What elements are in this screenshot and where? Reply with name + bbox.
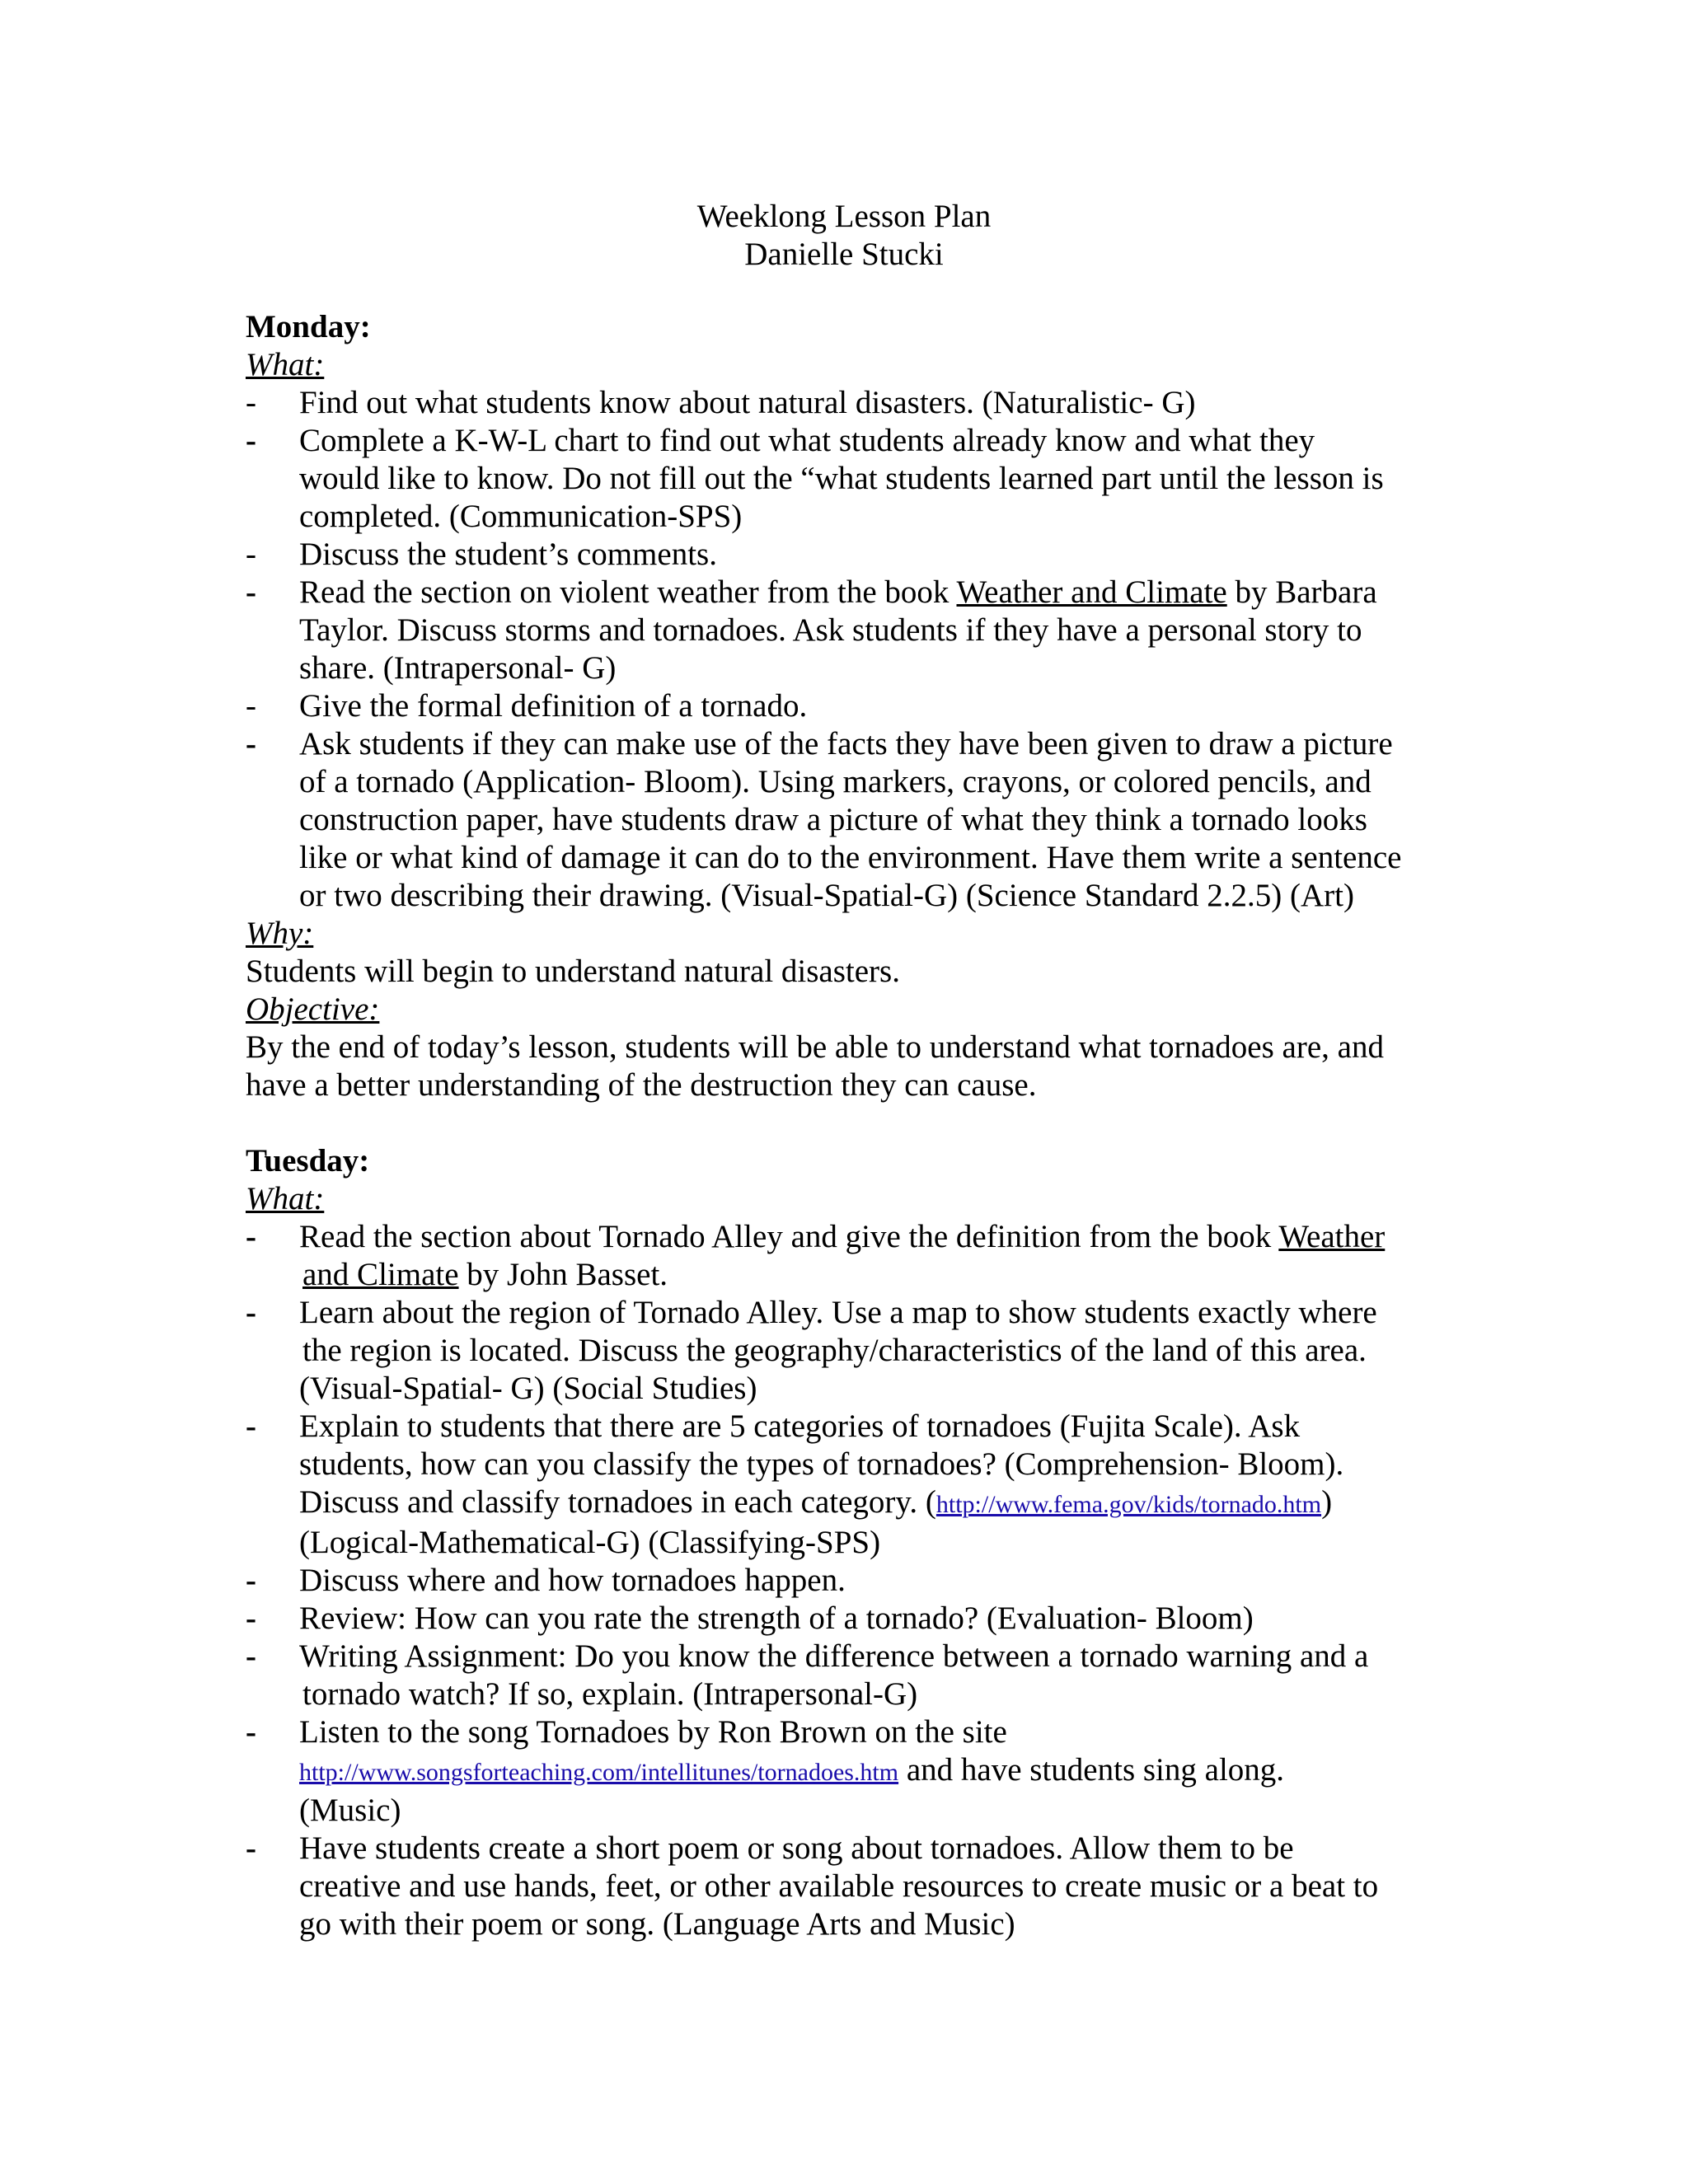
bullet-text: Discuss where and how tornadoes happen. [299,1563,846,1598]
section-spacer [246,1104,1449,1142]
monday-objective-text: By the end of today’s lesson, students will be able to understand what tornadoes are, and [246,1029,1384,1065]
list-item [246,1713,1449,1830]
bullet-dash: - [246,688,256,724]
list-item [246,1218,1449,1294]
bullet-text-part: ) [1321,1484,1333,1520]
bullet-text: Listen to the song Tornadoes by Ron Brown on the site [299,1714,1007,1750]
bullet-dash: - [246,1601,256,1636]
bullet-text-part: and have students sing along. [898,1752,1285,1788]
list-item [246,384,1449,422]
bullet-text-part: Discuss and classify tornadoes in each category. ( [299,1484,936,1520]
list-item [246,1408,1449,1562]
bullet-dash: - [246,1830,256,1866]
list-item [246,725,1449,915]
monday-objective-label: Objective: [246,991,380,1027]
bullet-dash: - [246,1714,256,1750]
tuesday-heading: Tuesday: [246,1143,370,1179]
book-title: Weather and Climate [956,574,1227,610]
bullet-dash: - [246,726,256,762]
bullet-text [299,1256,1449,1294]
bullet-dash: - [246,385,256,420]
bullet-dash: - [246,1295,256,1330]
bullet-text: share. (Intrapersonal- G) [299,650,617,686]
bullet-text: (Music) [299,1793,401,1828]
bullet-dash: - [246,1638,256,1674]
fema-tornado-link[interactable]: http://www.fema.gov/kids/tornado.htm [935,1491,1322,1518]
bullet-text: Discuss the student’s comments. [299,537,717,572]
bullet-text-part: Read the section about Tornado Alley and give the definition from the book [299,1219,1279,1254]
bullet-text-part: by Barbara [1226,574,1377,610]
monday-heading: Monday: [246,309,371,344]
bullet-dash: - [246,1408,256,1444]
bullet-text: (Logical-Mathematical-G) (Classifying-SPS) [299,1525,881,1560]
bullet-text: the region is located. Discuss the geography/characteristics of the land of this area. [302,1333,1367,1368]
bullet-text: construction paper, have students draw a picture of what they think a tornado looks [299,802,1367,837]
list-item [246,687,1449,725]
bullet-text: students, how can you classify the types of tornadoes? (Comprehension- Bloom). [299,1446,1344,1482]
list-item [246,574,1449,687]
bullet-text-part: Read the section on violent weather from the book [299,574,957,610]
bullet-text: Explain to students that there are 5 categories of tornadoes (Fujita Scale). Ask [299,1408,1301,1444]
bullet-text: of a tornado (Application- Bloom). Using markers, crayons, or colored pencils, and [299,764,1372,799]
document-header [0,198,1688,274]
bullet-text [299,1751,1449,1792]
monday-why-text: Students will begin to understand natural disasters. [246,954,900,989]
bullet-text: would like to know. Do not fill out the “what students learned part until the lesson is [299,461,1384,496]
bullet-text: creative and use hands, feet, or other available resources to create music or a beat to [299,1868,1379,1904]
bullet-text [299,1218,1449,1256]
document-title: Weeklong Lesson Plan [696,199,992,234]
bullet-text: Taylor. Discuss storms and tornadoes. Ask students if they have a personal story to [299,612,1362,648]
list-item [246,1600,1449,1638]
bullet-text: Give the formal definition of a tornado. [299,688,808,724]
bullet-text: Writing Assignment: Do you know the difference between a tornado warning and a [299,1638,1369,1674]
list-item [246,1638,1449,1713]
bullet-text: tornado watch? If so, explain. (Intrapersonal-G) [302,1676,918,1712]
book-title: Weather [1278,1219,1386,1254]
bullet-text: or two describing their drawing. (Visual-Spatial-G) (Science Standard 2.2.5) (Art) [299,878,1354,913]
list-item [246,1830,1449,1943]
monday-why-label: Why: [246,916,314,951]
bullet-text: go with their poem or song. (Language Arts and Music) [299,1906,1015,1942]
bullet-text: like or what kind of damage it can do to the environment. Have them write a sentence [299,840,1402,875]
bullet-dash: - [246,423,256,458]
bullet-text-part: by John Basset. [458,1257,668,1292]
bullet-text: completed. (Communication-SPS) [299,499,743,534]
monday-what-label: What: [246,347,325,382]
bullet-text: (Visual-Spatial- G) (Social Studies) [299,1371,757,1406]
bullet-text: Ask students if they can make use of the facts they have been given to draw a picture [299,726,1393,762]
monday-objective-text: have a better understanding of the destruction they can cause. [246,1067,1037,1103]
list-item [246,1562,1449,1600]
list-item [246,536,1449,574]
document-author: Danielle Stucki [744,237,944,272]
list-item [246,422,1449,536]
bullet-text [299,574,1449,612]
songsforteaching-link[interactable]: http://www.songsforteaching.com/intellitunes/tornadoes.htm [299,1759,899,1786]
book-title: and Climate [302,1257,459,1292]
bullet-text: Find out what students know about natural disasters. (Naturalistic- G) [299,385,1196,420]
bullet-dash: - [246,574,256,610]
bullet-text: Have students create a short poem or song about tornadoes. Allow them to be [299,1830,1294,1866]
bullet-text: Learn about the region of Tornado Alley. Use a map to show students exactly where [299,1295,1377,1330]
bullet-dash: - [246,1563,256,1598]
tuesday-what-label: What: [246,1181,325,1216]
bullet-text: Review: How can you rate the strength of a tornado? (Evaluation- Bloom) [299,1601,1254,1636]
bullet-text: Complete a K-W-L chart to find out what students already know and what they [299,423,1315,458]
bullet-dash: - [246,537,256,572]
list-item [246,1294,1449,1408]
document-body [246,308,1449,1943]
bullet-dash: - [246,1219,256,1254]
bullet-text [299,1483,1449,1524]
